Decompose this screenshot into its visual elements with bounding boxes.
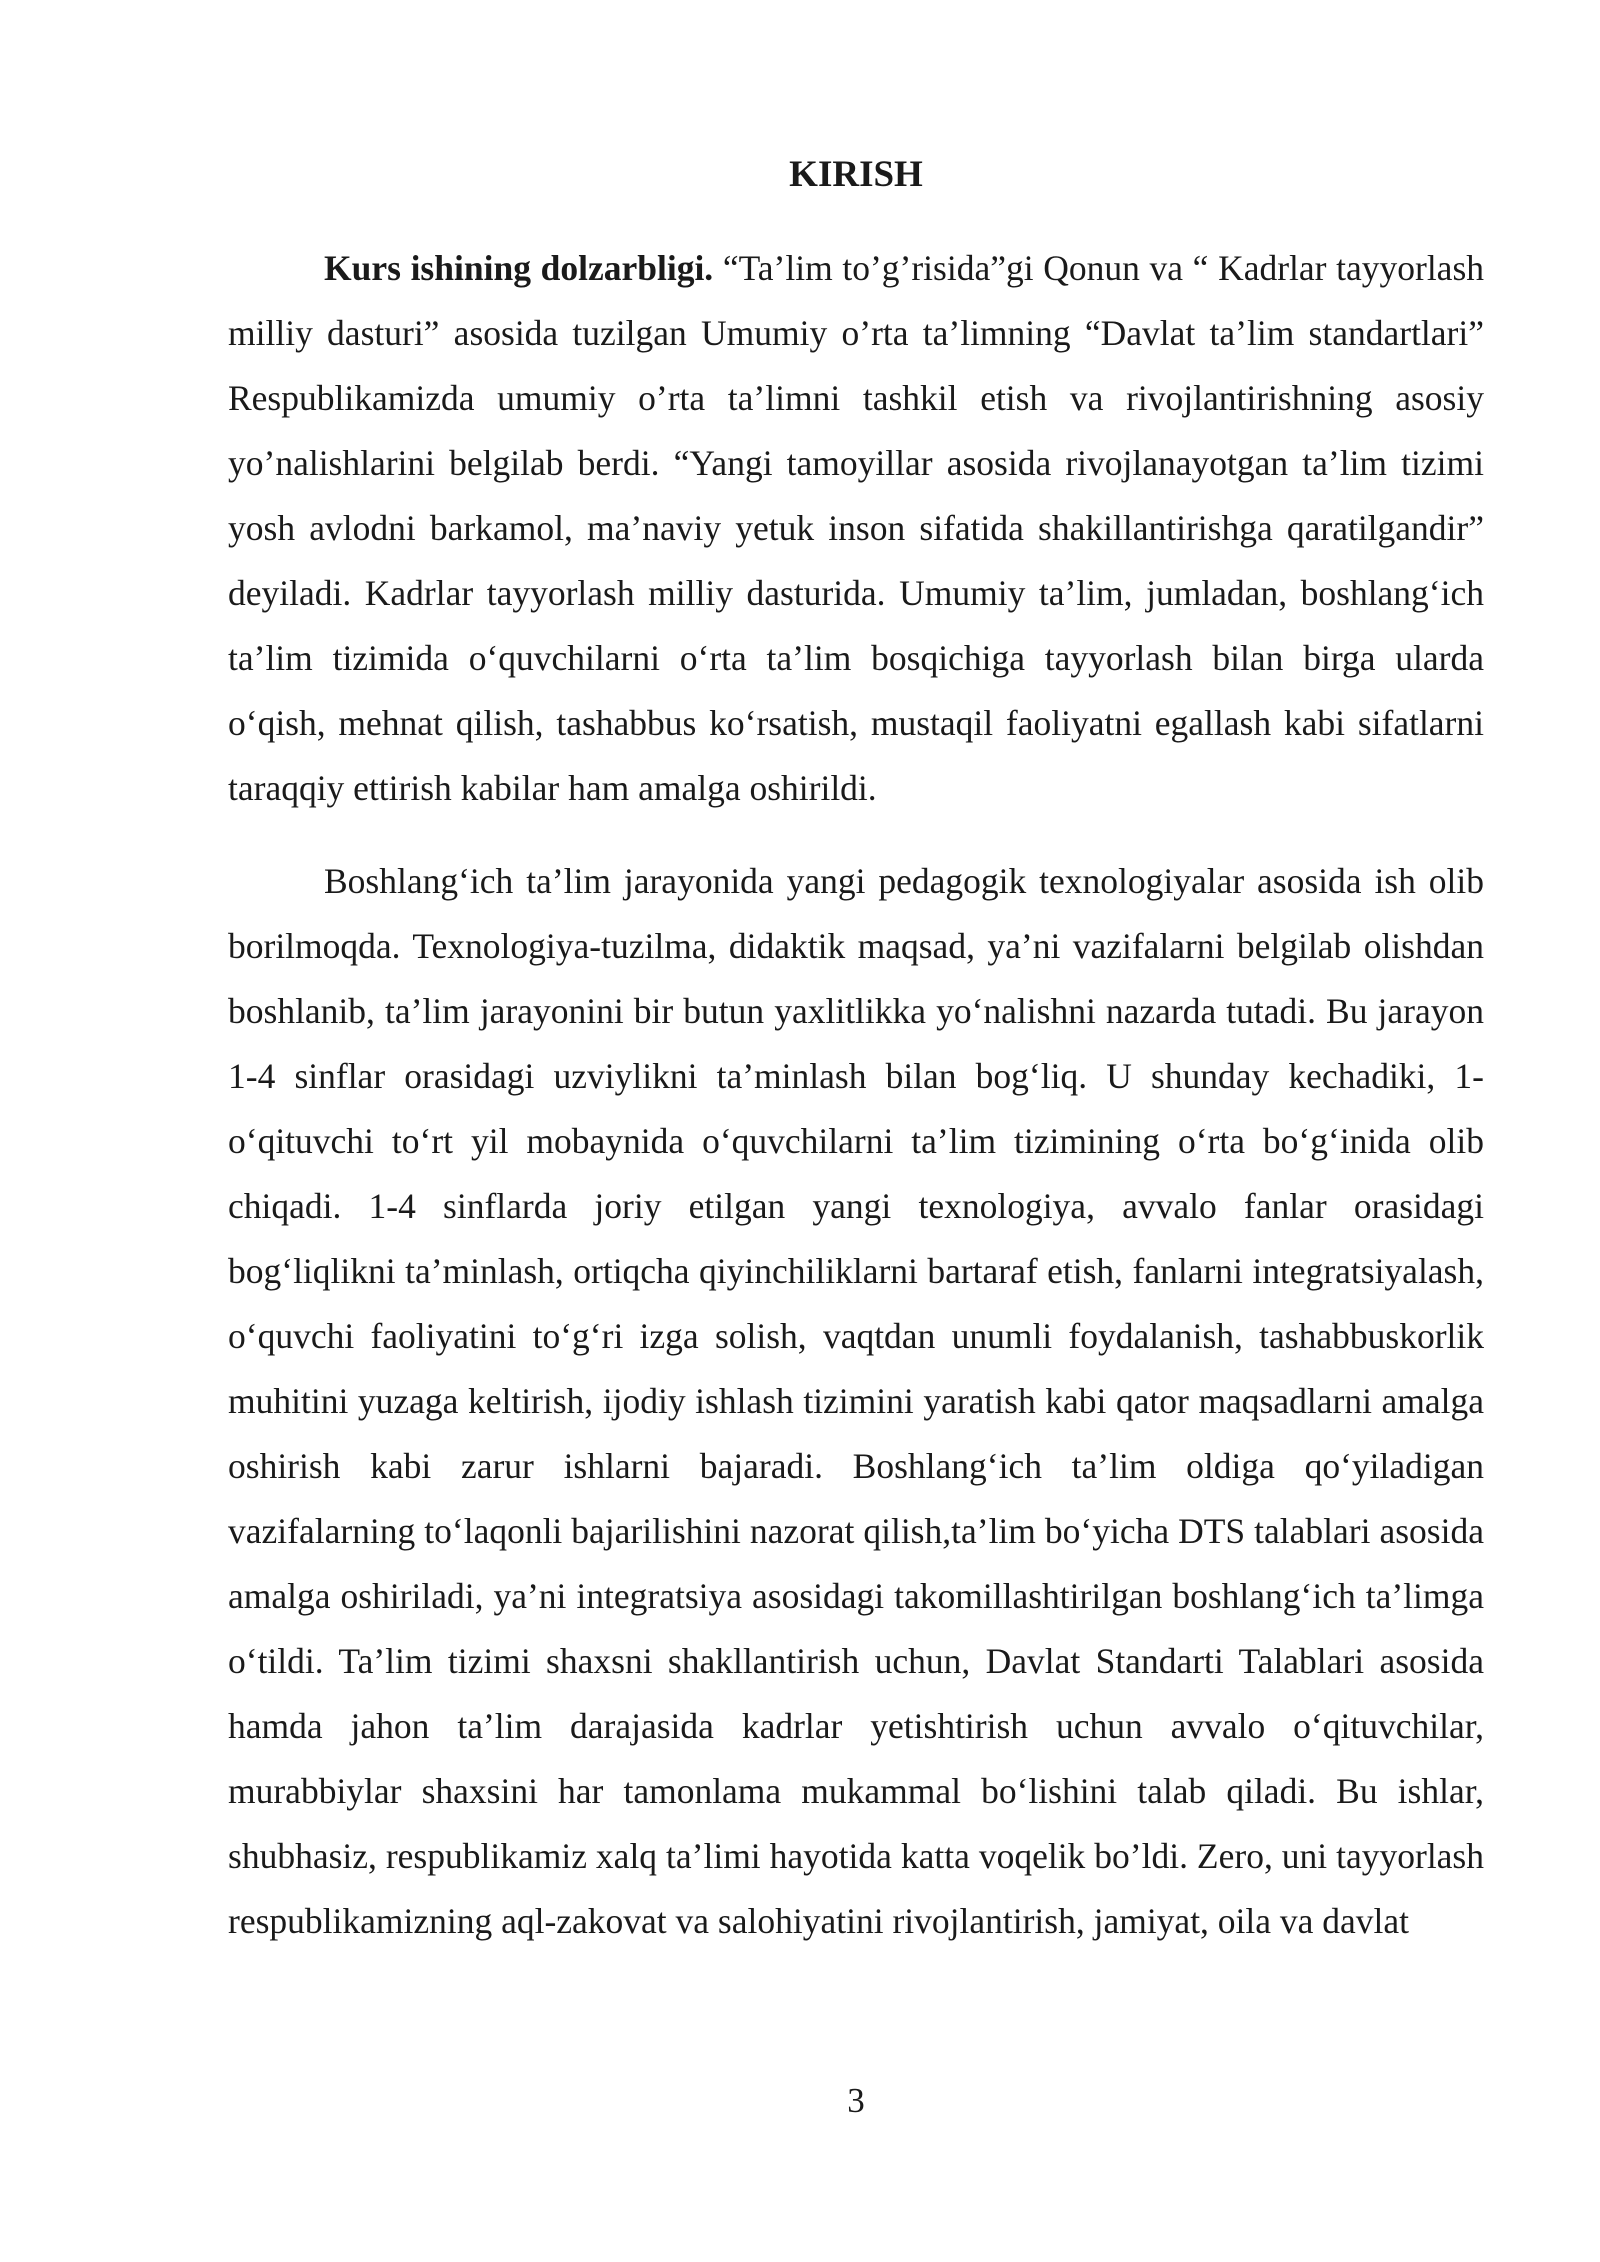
paragraph-primary-education [228, 849, 1484, 1954]
paragraph-lead: Kurs ishining dolzarbligi. [324, 248, 714, 288]
paragraph-text: Boshlang‘ich ta’lim jarayonida yangi pedagogik texnologiyalar asosida ish olib borilmoqda. Texnologiya-tuzilma, didaktik maqsad, ya’ni vazifalarni belgilab olishdan boshlanib, ta’lim jarayonini bir butun yaxlitlikka yo‘nalishni nazarda tutadi. Bu jarayon 1-4 sinflar orasidagi uzviylikni ta’minlash bilan bog‘liq. U shunday kechadiki, 1- o‘qituvchi to‘rt yil mobaynida o‘quvchilarni ta’lim tizimining o‘rta bo‘g‘inida olib chiqadi. 1-4 sinflarda joriy etilgan yangi texnologiya, avvalo fanlar orasidagi bog‘liqlikni ta’minlash, ortiqcha qiyinchiliklarni bartaraf etish, fanlarni integratsiyalash, o‘quvchi faoliyatini to‘g‘ri izga solish, vaqtdan unumli foydalanish, tashabbuskorlik muhitini yuzaga keltirish, ijodiy ishlash tizimini yaratish kabi qator maqsadlarni amalga oshirish kabi zarur ishlarni bajaradi. Boshlang‘ich ta’lim oldiga qo‘yiladigan vazifalarning to‘laqonli bajarilishini nazorat qilish,ta’lim bo‘yicha DTS talablari asosida amalga oshiriladi, ya’ni integratsiya asosidagi takomillashtirilgan boshlang‘ich ta’limga o‘tildi. Ta’lim tizimi shaxsni shakllantirish uchun, Davlat Standarti Talablari asosida hamda jahon ta’lim darajasida kadrlar yetishtirish uchun avvalo o‘qituvchilar, murabbiylar shaxsini har tamonlama mukammal bo‘lishini talab qiladi. Bu ishlar, shubhasiz, respublikamiz xalq ta’limi hayotida katta voqelik bo’ldi. Zero, uni tayyorlash respublikamizning aql-zakovat va salohiyatini rivojlantirish, jamiyat, oila va davlat [228, 861, 1484, 1941]
body-text [228, 236, 1484, 1954]
paragraph-relevance [228, 236, 1484, 821]
section-title: KIRISH [789, 154, 923, 195]
page-number: 3 [847, 2081, 865, 2120]
paragraph-text: “Ta’lim to’g’risida”gi Qonun va “ Kadrlar tayyorlash milliy dasturi” asosida tuzilgan Umumiy o’rta ta’limning “Davlat ta’lim standartlari” Respublikamizda umumiy o’rta ta’limni tashkil etish va rivojlantirishning asosiy yo’nalishlarini belgilab berdi. “Yangi tamoyillar asosida rivojlanayotgan ta’lim tizimi yosh avlodni barkamol, ma’naviy yetuk inson sifatida shakillantirishga qaratilgandir” deyiladi. Kadrlar tayyorlash milliy dasturida. Umumiy ta’lim, jumladan, boshlang‘ich ta’lim tizimida o‘quvchilarni o‘rta ta’lim bosqichiga tayyorlash bilan birga ularda o‘qish, mehnat qilish, tashabbus ko‘rsatish, mustaqil faoliyatni egallash kabi sifatlarni taraqqiy ettirish kabilar ham amalga oshirildi. [228, 248, 1485, 808]
